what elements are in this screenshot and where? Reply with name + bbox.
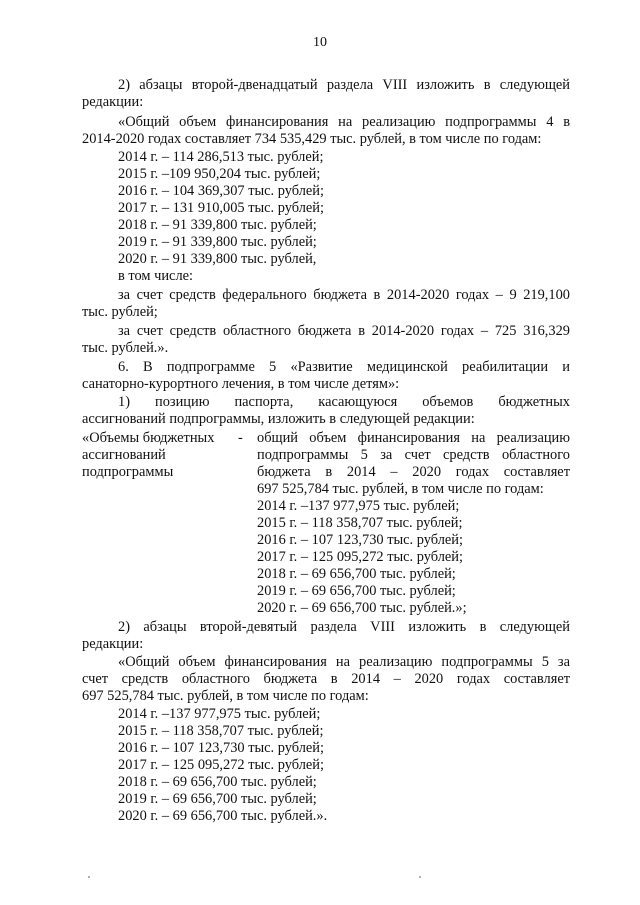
- s6-year-line: 2017 г. – 125 095,272 тыс. рублей;: [118, 757, 324, 773]
- quote-line2: 2014-2020 годах составляет 734 535,429 тыс. рублей, в том числе по годам:: [82, 131, 542, 147]
- scan-speck: [419, 876, 421, 878]
- s6-quote-line2: счет средств областного бюджета в 2014 – 2020 годах составляет: [82, 671, 570, 687]
- s6-item2-line1: 2) абзацы второй-девятый раздела VIII изложить в следующей: [118, 619, 570, 635]
- item1-line2: ассигнований подпрограммы, изложить в следующей редакции:: [82, 411, 475, 427]
- item1-line1: 1) позицию паспорта, касающуюся объемов бюджетных: [118, 394, 570, 410]
- s6-year-line: 2019 г. – 69 656,700 тыс. рублей;: [118, 791, 317, 807]
- year-line: 2020 г. – 91 339,800 тыс. рублей,: [118, 251, 317, 267]
- s6-quote-line1: «Общий объем финансирования на реализацию подпрограммы 5 за: [118, 654, 570, 670]
- including-label: в том числе:: [118, 268, 194, 284]
- year-line: 2019 г. – 91 339,800 тыс. рублей;: [118, 234, 317, 250]
- year-line: 2018 г. – 91 339,800 тыс. рублей;: [118, 217, 317, 233]
- passport-right-text: 697 525,784 тыс. рублей, в том числе по годам:: [257, 481, 544, 497]
- year-line: 2014 г. – 114 286,513 тыс. рублей;: [118, 149, 324, 165]
- item2-line1: 2) абзацы второй-двенадцатый раздела VIII изложить в следующей: [118, 77, 570, 93]
- year-line: 2015 г. –109 950,204 тыс. рублей;: [118, 166, 321, 182]
- passport-year-line: 2014 г. –137 977,975 тыс. рублей;: [257, 498, 460, 514]
- scan-speck: [88, 876, 90, 878]
- federal-budget-line1: за счет средств федерального бюджета в 2014-2020 годах – 9 219,100: [118, 287, 570, 303]
- regional-budget-line1: за счет средств областного бюджета в 2014-2020 годах – 725 316,329: [118, 323, 570, 339]
- s6-quote-line3: 697 525,784 тыс. рублей, в том числе по годам:: [82, 688, 369, 704]
- passport-year-line: 2015 г. – 118 358,707 тыс. рублей;: [257, 515, 463, 531]
- page-number: 10: [313, 35, 327, 50]
- s6-year-line: 2014 г. –137 977,975 тыс. рублей;: [118, 706, 321, 722]
- passport-right-text: общий объем финансирования на реализацию: [257, 430, 570, 446]
- s6-year-line: 2018 г. – 69 656,700 тыс. рублей;: [118, 774, 317, 790]
- year-line: 2017 г. – 131 910,005 тыс. рублей;: [118, 200, 324, 216]
- s6-year-line: 2015 г. – 118 358,707 тыс. рублей;: [118, 723, 324, 739]
- regional-budget-line2: тыс. рублей.».: [82, 340, 169, 356]
- passport-left-label: «Объемы бюджетных: [82, 430, 215, 446]
- passport-year-line: 2019 г. – 69 656,700 тыс. рублей;: [257, 583, 456, 599]
- item2-line2: редакции:: [82, 94, 144, 110]
- s6-year-line: 2016 г. – 107 123,730 тыс. рублей;: [118, 740, 324, 756]
- passport-left-label: подпрограммы: [82, 464, 174, 480]
- year-line: 2016 г. – 104 369,307 тыс. рублей;: [118, 183, 324, 199]
- s6-year-line: 2020 г. – 69 656,700 тыс. рублей.».: [118, 808, 328, 824]
- passport-year-line: 2020 г. – 69 656,700 тыс. рублей.»;: [257, 600, 467, 616]
- quote-line1: «Общий объем финансирования на реализацию подпрограммы 4 в: [118, 114, 570, 130]
- s6-item2-line2: редакции:: [82, 636, 144, 652]
- passport-right-text: бюджета в 2014 – 2020 годах составляет: [257, 464, 570, 480]
- passport-right-text: подпрограммы 5 за счет средств областного: [257, 447, 570, 463]
- federal-budget-line2: тыс. рублей;: [82, 304, 158, 320]
- passport-left-label: ассигнований: [82, 447, 166, 463]
- passport-year-line: 2017 г. – 125 095,272 тыс. рублей;: [257, 549, 463, 565]
- passport-dash: -: [238, 430, 243, 446]
- passport-year-line: 2018 г. – 69 656,700 тыс. рублей;: [257, 566, 456, 582]
- passport-year-line: 2016 г. – 107 123,730 тыс. рублей;: [257, 532, 463, 548]
- section6-heading-line2: санаторно-курортного лечения, в том числе детям»:: [82, 376, 400, 392]
- section6-heading-line1: 6. В подпрограмме 5 «Развитие медицинской реабилитации и: [118, 359, 570, 375]
